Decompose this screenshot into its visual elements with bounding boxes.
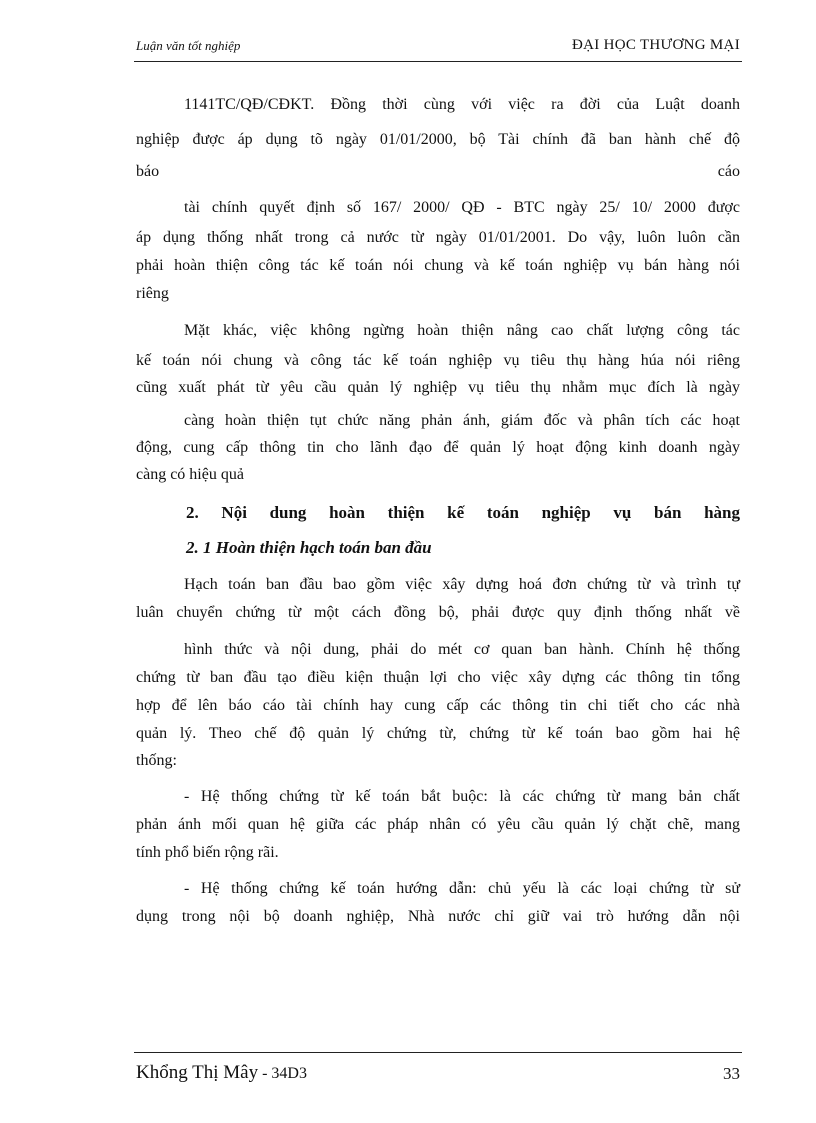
section-heading: 2. Nội dung hoàn thiện kế toán nghiệp vụ bán hàng	[186, 503, 740, 522]
footer-divider	[134, 1052, 742, 1053]
text-line: báo	[136, 163, 160, 180]
text-line: áp dụng thống nhất trong cả nước từ ngày 01/01/2001. Do vậy, luôn luôn cần	[136, 229, 740, 246]
text-line: Hạch toán ban đầu bao gồm việc xây dựng hoá đơn chứng từ và trình tự	[184, 576, 740, 593]
text-line: thống:	[136, 752, 177, 769]
text-line: cũng xuất phát từ yêu cầu quản lý nghiệp vụ tiêu thụ nhằm mục đích là ngày	[136, 379, 740, 396]
header-title-left: Luận văn tốt nghiệp	[136, 38, 241, 53]
text-line: - Hệ thống chứng kế toán hướng dẫn: chủ yếu là các loại chứng từ sử	[184, 880, 740, 897]
header-divider	[134, 61, 742, 62]
text-line: luân chuyển chứng từ một cách đồng bộ, phải được quy định thống nhất về	[136, 604, 740, 621]
footer-author-name: Khổng Thị Mây	[136, 1062, 259, 1083]
footer-class: - 34D3	[258, 1065, 307, 1082]
text-line: nghiệp được áp dụng tõ ngày 01/01/2000, bộ Tài chính đã ban hành chế độ	[136, 131, 740, 148]
footer-author	[136, 1062, 307, 1084]
text-line: càng có hiệu quả	[136, 466, 244, 483]
subsection-heading: 2. 1 Hoàn thiện hạch toán ban đầu	[186, 538, 432, 557]
text-line: Mặt khác, việc không ngừng hoàn thiện nâng cao chất lượng công tác	[184, 322, 740, 339]
text-line: dụng trong nội bộ doanh nghiệp, Nhà nước chỉ giữ vai trò hướng dẫn nội	[136, 908, 740, 925]
text-line: tài chính quyết định số 167/ 2000/ QĐ - BTC ngày 25/ 10/ 2000 được	[184, 199, 740, 216]
text-line: hình thức và nội dung, phải do mét cơ quan ban hành. Chính hệ thống	[184, 641, 740, 658]
text-line: hợp để lên báo cáo tài chính hay cung cấp các thông tin chi tiết cho các nhà	[136, 697, 740, 714]
text-line: - Hệ thống chứng từ kế toán bắt buộc: là các chứng từ mang bản chất	[184, 788, 740, 805]
text-line: 1141TC/QĐ/CĐKT. Đồng thời cùng với việc ra đời của Luật doanh	[184, 96, 740, 113]
text-line: càng hoàn thiện tụt chức năng phản ánh, giám đốc và phân tích các hoạt	[184, 412, 740, 429]
text-line: chứng từ ban đầu tạo điều kiện thuận lợi cho việc xây dựng các thông tin tổng	[136, 669, 740, 686]
text-line: động, cung cấp thông tin cho lãnh đạo để quản lý hoạt động kinh doanh ngày	[136, 439, 740, 456]
text-line: tính phổ biến rộng rãi.	[136, 844, 279, 861]
header-title-right: ĐẠI HỌC THƯƠNG MẠI	[571, 37, 740, 53]
text-line: cáo	[717, 163, 740, 180]
page-number: 33	[723, 1064, 740, 1083]
text-line: phản ánh mối quan hệ giữa các pháp nhân có yêu cầu quản lý chặt chẽ, mang	[136, 816, 740, 833]
text-line: kế toán nói chung và công tác kế toán nghiệp vụ tiêu thụ hàng húa nói riêng	[136, 352, 740, 369]
text-line: quản lý. Theo chế độ quản lý chứng từ, chứng từ kế toán bao gồm hai hệ	[136, 725, 740, 742]
text-line: riêng	[136, 285, 169, 302]
text-line: phải hoàn thiện công tác kế toán nói chung và kế toán nghiệp vụ bán hàng nói	[136, 257, 740, 274]
